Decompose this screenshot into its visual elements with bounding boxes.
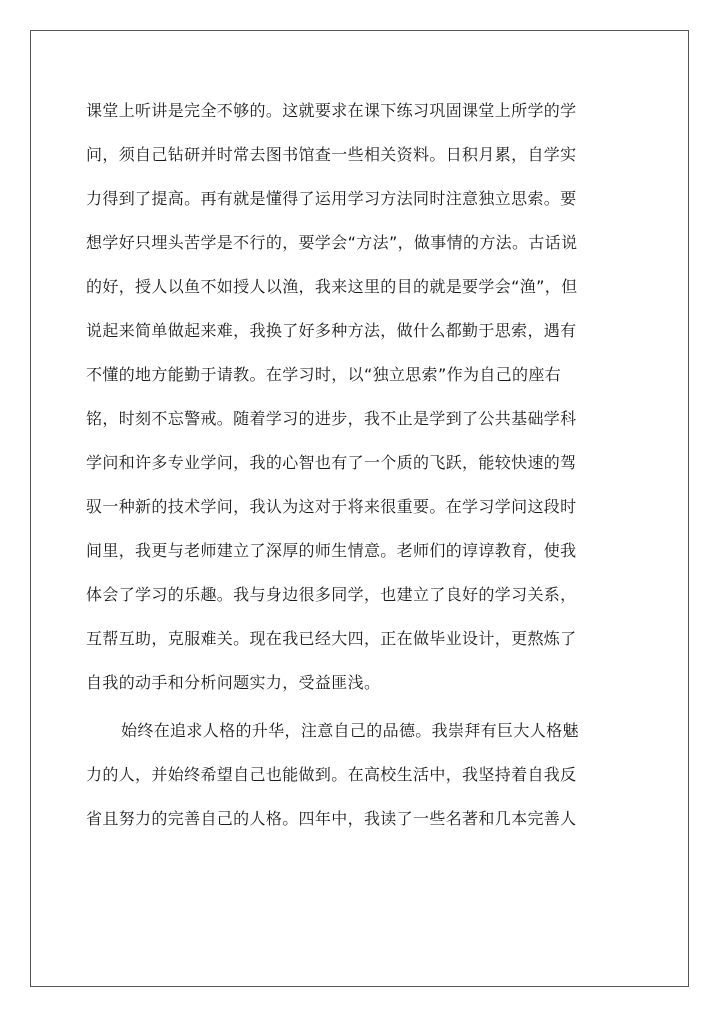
text-line: 互帮互助，克服难关。现在我已经大四，正在做毕业设计，更熬炼了 [86,629,577,648]
text-line: 学问和许多专业学问，我的心智也有了一个质的飞跃，能较快速的驾 [86,453,577,472]
text-line: 力的人，并始终希望自己也能做到。在高校生活中，我坚持着自我反 [86,765,577,784]
text-line: 的好，授人以鱼不如授人以渔，我来这里的目的就是要学会“渔”，但 [86,277,578,296]
text-line: 始终在追求人格的升华，注意自己的品德。我崇拜有巨大人格魅 [121,721,579,740]
text-line: 间里，我更与老师建立了深厚的师生情意。老师们的谆谆教育，使我 [86,541,577,560]
text-line: 课堂上听讲是完全不够的。这就要求在课下练习巩固课堂上所学的学 [86,101,577,120]
text-line: 力得到了提高。再有就是懂得了运用学习方法同时注意独立思索。要 [86,189,577,208]
text-line: 省且努力的完善自己的人格。四年中，我读了一些名著和几本完善人 [86,809,577,828]
text-line: 体会了学习的乐趣。我与身边很多同学，也建立了良好的学习关系， [86,585,577,604]
text-line: 驭一种新的技术学问，我认为这对于将来很重要。在学习学问这段时 [86,497,577,516]
text-line: 问，须自己钻研并时常去图书馆查一些相关资料。日积月累，自学实 [86,145,577,164]
text-line: 想学好只埋头苦学是不行的，要学会“方法”，做事情的方法。古话说 [86,233,578,252]
text-line: 不懂的地方能勤于请教。在学习时，以“独立思索”作为自己的座右 [86,365,562,384]
text-line: 说起来简单做起来难，我换了好多种方法，做什么都勤于思索，遇有 [86,321,577,340]
text-line: 自我的动手和分析问题实力，受益匪浅。 [86,673,381,692]
text-line: 铭，时刻不忘警戒。随着学习的进步，我不止是学到了公共基础学科 [86,409,577,428]
